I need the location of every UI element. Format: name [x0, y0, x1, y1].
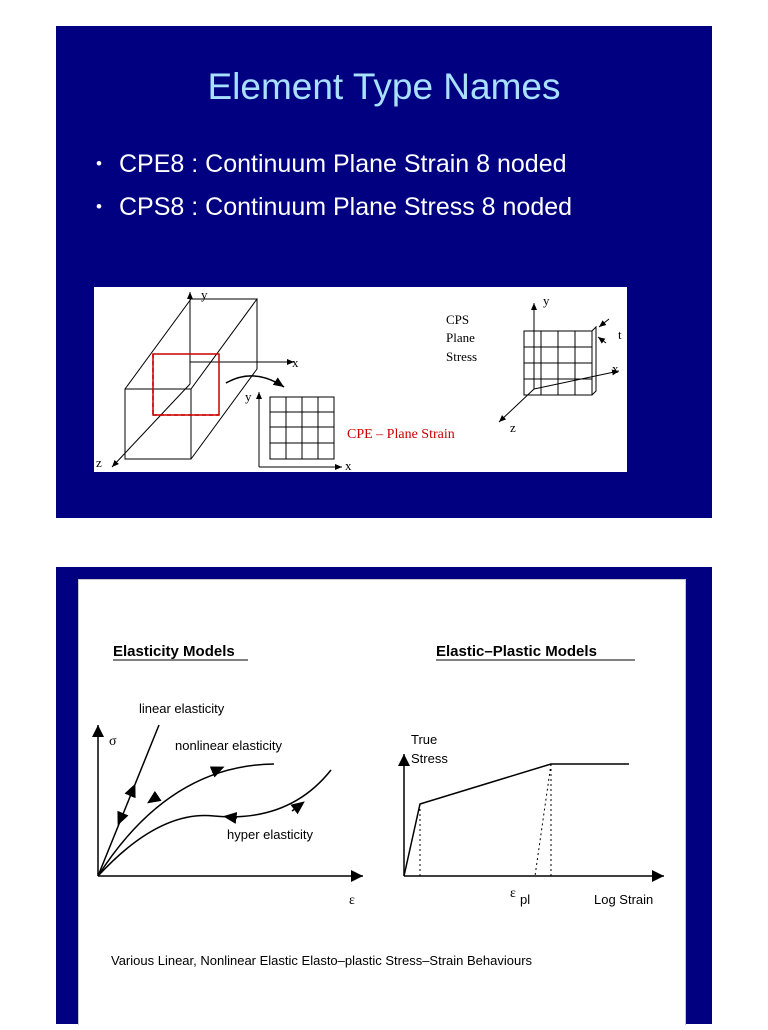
plastic-strain-symbol: ε	[510, 886, 516, 901]
thickness-arrow-top	[599, 319, 609, 327]
thickness-label: t	[618, 327, 622, 342]
elastic-plastic-curve	[404, 764, 629, 876]
elastic-plastic-heading: Elastic–Plastic Models	[436, 643, 597, 660]
bullet-text-cpe8: CPE8 : Continuum Plane Strain 8 noded	[119, 150, 567, 178]
plastic-strain-subscript: pl	[520, 892, 531, 907]
bullet-dot-icon: •	[96, 154, 102, 173]
nonlinear-unload-arrow-icon	[152, 796, 158, 800]
nonlinear-elasticity-curve	[98, 764, 274, 876]
thickness-arrow-bottom	[598, 337, 606, 343]
slide-stress-strain-models	[56, 567, 712, 1024]
bullet-text-cps8: CPS8 : Continuum Plane Stress 8 noded	[119, 193, 573, 221]
linear-elasticity-curve	[98, 725, 159, 876]
true-stress-label-line2: Stress	[411, 751, 448, 766]
plane-strain-mesh	[270, 397, 334, 459]
hyper-unload-arrow-icon	[229, 817, 237, 818]
log-strain-label: Log Strain	[594, 892, 654, 907]
hyper-elasticity-curve	[98, 770, 331, 876]
sigma-label: σ	[109, 734, 117, 749]
left-z-axis	[112, 384, 190, 467]
nonlinear-load-arrow-icon	[212, 769, 219, 772]
bullet-dot-icon: •	[96, 197, 102, 216]
linear-elasticity-label: linear elasticity	[139, 701, 225, 716]
cpe-plane-strain-label: CPE – Plane Strain	[347, 427, 455, 442]
true-stress-label-line1: True	[411, 732, 438, 747]
epsilon-label: ε	[349, 893, 355, 908]
nonlinear-elasticity-label: nonlinear elasticity	[175, 738, 282, 753]
element-type-svg	[94, 287, 627, 472]
stress-strain-svg	[79, 580, 685, 1025]
figure-caption: Various Linear, Nonlinear Elastic Elasto–plastic Stress–Strain Behaviours	[111, 953, 533, 968]
cps-plane-label: Plane	[446, 330, 475, 345]
elastic-unload-line	[535, 764, 551, 876]
bullet-item	[96, 146, 572, 189]
bullet-list	[96, 146, 572, 232]
right-z-label: z	[510, 420, 516, 435]
extract-arrow-icon	[226, 376, 284, 387]
stress-strain-diagram	[78, 579, 686, 1025]
right-x-label: x	[612, 361, 619, 376]
left-y-label: y	[201, 287, 208, 302]
left-z-label: z	[96, 455, 102, 470]
slide-element-type-names	[56, 26, 712, 518]
left-x-label: x	[292, 355, 299, 370]
element-type-diagram	[94, 287, 627, 472]
hyper-load-arrow-icon	[292, 805, 300, 811]
section-x-label: x	[345, 458, 352, 472]
section-plane-solid	[153, 354, 219, 415]
slide-title: Element Type Names	[207, 66, 561, 107]
section-y-label: y	[245, 389, 252, 404]
elasticity-models-heading: Elasticity Models	[113, 643, 235, 660]
right-x-axis	[534, 371, 619, 389]
right-z-axis	[499, 389, 534, 422]
cps-label: CPS	[446, 312, 470, 327]
right-y-label: y	[543, 293, 550, 308]
cps-stress-label: Stress	[446, 349, 478, 364]
plane-stress-mesh	[524, 327, 596, 395]
hyper-elasticity-label: hyper elasticity	[227, 827, 313, 842]
bullet-item	[96, 189, 572, 232]
